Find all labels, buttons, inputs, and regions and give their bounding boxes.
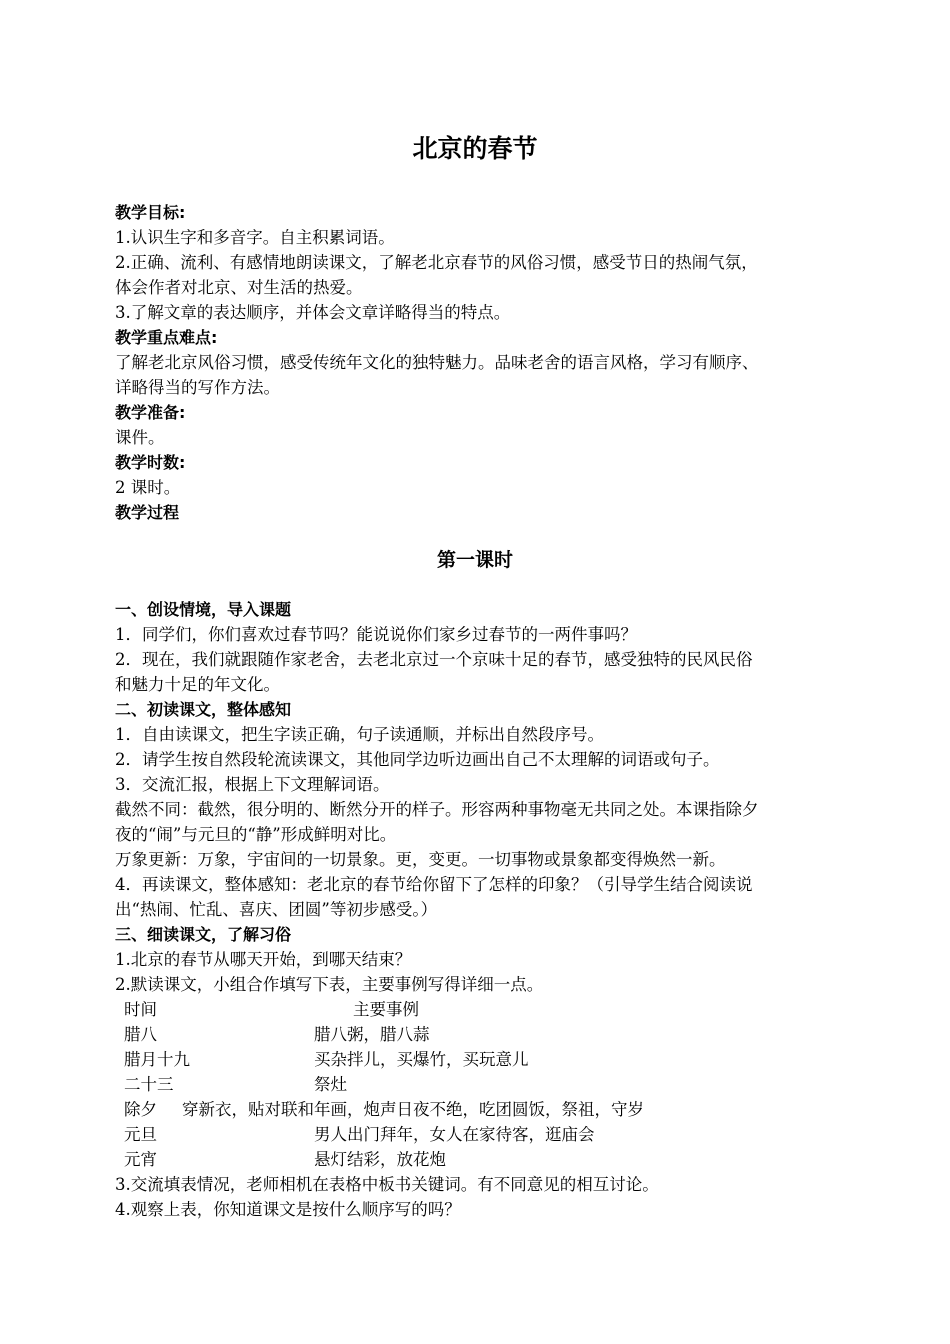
table-header-events: 主要事例	[353, 1000, 419, 1019]
table-header-row	[115, 997, 845, 1022]
section-3-item-1: 1.北京的春节从哪天开始，到哪天结束？	[115, 950, 412, 969]
goal-3: 3.了解文章的表达顺序，并体会文章详略得当的特点。	[115, 303, 511, 322]
goal-1: 1.认识生字和多音字。自主积累词语。	[115, 228, 395, 247]
vocab-jieran-line-1: 截然不同：截然，很分明的、断然分开的样子。形容两种事物毫无共同之处。本课指除夕	[115, 800, 759, 819]
table-cell-events: 悬灯结彩，放花炮	[314, 1150, 446, 1169]
goal-2-line-2: 体会作者对北京、对生活的热爱。	[115, 278, 363, 297]
key-points-line-1: 了解老北京风俗习惯，感受传统年文化的独特魅力。品味老舍的语言风格，学习有顺序、	[115, 353, 759, 372]
preparation-text: 课件。	[115, 428, 165, 447]
table-cell-time: 腊八	[124, 1025, 157, 1044]
table-row	[115, 1072, 845, 1097]
table-cell-time: 元宵	[124, 1150, 157, 1169]
vocab-wanxiang: 万象更新：万象，宇宙间的一切景象。更，变更。一切事物或景象都变得焕然一新。	[115, 850, 726, 869]
section-3-item-4: 4.观察上表，你知道课文是按什么顺序写的吗？	[115, 1200, 461, 1219]
vocab-jieran-line-2: 夜的“闹”与元旦的“静”形成鲜明对比。	[115, 825, 397, 844]
table-row	[115, 1147, 845, 1172]
section-2-item-4-line-1: 4．再读课文，整体感知：老北京的春节给你留下了怎样的印象？（引导学生结合阅读说	[115, 875, 753, 894]
section-1-heading: 一、创设情境，导入课题	[115, 600, 292, 619]
section-1-item-2-line-2: 和魅力十足的年文化。	[115, 675, 280, 694]
table-cell-events: 穿新衣，贴对联和年画，炮声日夜不绝，吃团圆饭，祭祖，守岁	[182, 1100, 644, 1119]
hours-text: 2 课时。	[115, 478, 181, 497]
goal-2-line-1: 2.正确、流利、有感情地朗读课文，了解老北京春节的风俗习惯，感受节日的热闹气氛，	[115, 253, 758, 272]
table-row	[115, 1022, 845, 1047]
preparation-heading: 教学准备:	[115, 403, 186, 422]
table-header-time: 时间	[124, 1000, 157, 1019]
section-1-item-1: 1．同学们，你们喜欢过春节吗？能说说你们家乡过春节的一两件事吗？	[115, 625, 637, 644]
section-2-item-4-line-2: 出“热闹、忙乱、喜庆、团圆”等初步感受。）	[115, 900, 438, 919]
section-2-item-1: 1．自由读课文，把生字读正确，句子读通顺，并标出自然段序号。	[115, 725, 604, 744]
table-cell-time: 二十三	[124, 1075, 174, 1094]
process-heading: 教学过程	[115, 503, 180, 522]
key-points-heading: 教学重点难点:	[115, 328, 218, 347]
lesson-title: 第一课时	[436, 549, 513, 571]
table-cell-events: 腊八粥，腊八蒜	[314, 1025, 430, 1044]
section-3-item-2: 2.默读课文，小组合作填写下表，主要事例写得详细一点。	[115, 975, 544, 994]
table-cell-time: 除夕	[124, 1100, 157, 1119]
intro-block	[115, 200, 845, 525]
hours-heading: 教学时数:	[115, 453, 186, 472]
section-3-heading: 三、细读课文，了解习俗	[115, 925, 292, 944]
document-title: 北京的春节	[412, 134, 538, 163]
customs-table	[115, 997, 845, 1172]
section-2-item-3: 3．交流汇报，根据上下文理解词语。	[115, 775, 390, 794]
lesson-body	[115, 597, 845, 1222]
section-3-item-3: 3.交流填表情况，老师相机在表格中板书关键词。有不同意见的相互讨论。	[115, 1175, 659, 1194]
table-cell-events: 祭灶	[314, 1075, 347, 1094]
table-cell-events: 男人出门拜年，女人在家待客，逛庙会	[314, 1125, 595, 1144]
table-cell-time: 元旦	[124, 1125, 157, 1144]
goals-heading: 教学目标:	[115, 203, 186, 222]
table-row	[115, 1097, 845, 1122]
section-2-heading: 二、初读课文，整体感知	[115, 700, 292, 719]
table-cell-events: 买杂拌儿，买爆竹，买玩意儿	[314, 1050, 529, 1069]
table-row	[115, 1047, 845, 1072]
table-cell-time: 腊月十九	[124, 1050, 190, 1069]
table-row	[115, 1122, 845, 1147]
section-1-item-2-line-1: 2．现在，我们就跟随作家老舍，去老北京过一个京味十足的春节，感受独特的民风民俗	[115, 650, 753, 669]
section-2-item-2: 2．请学生按自然段轮流读课文，其他同学边听边画出自己不太理解的词语或句子。	[115, 750, 720, 769]
key-points-line-2: 详略得当的写作方法。	[115, 378, 280, 397]
